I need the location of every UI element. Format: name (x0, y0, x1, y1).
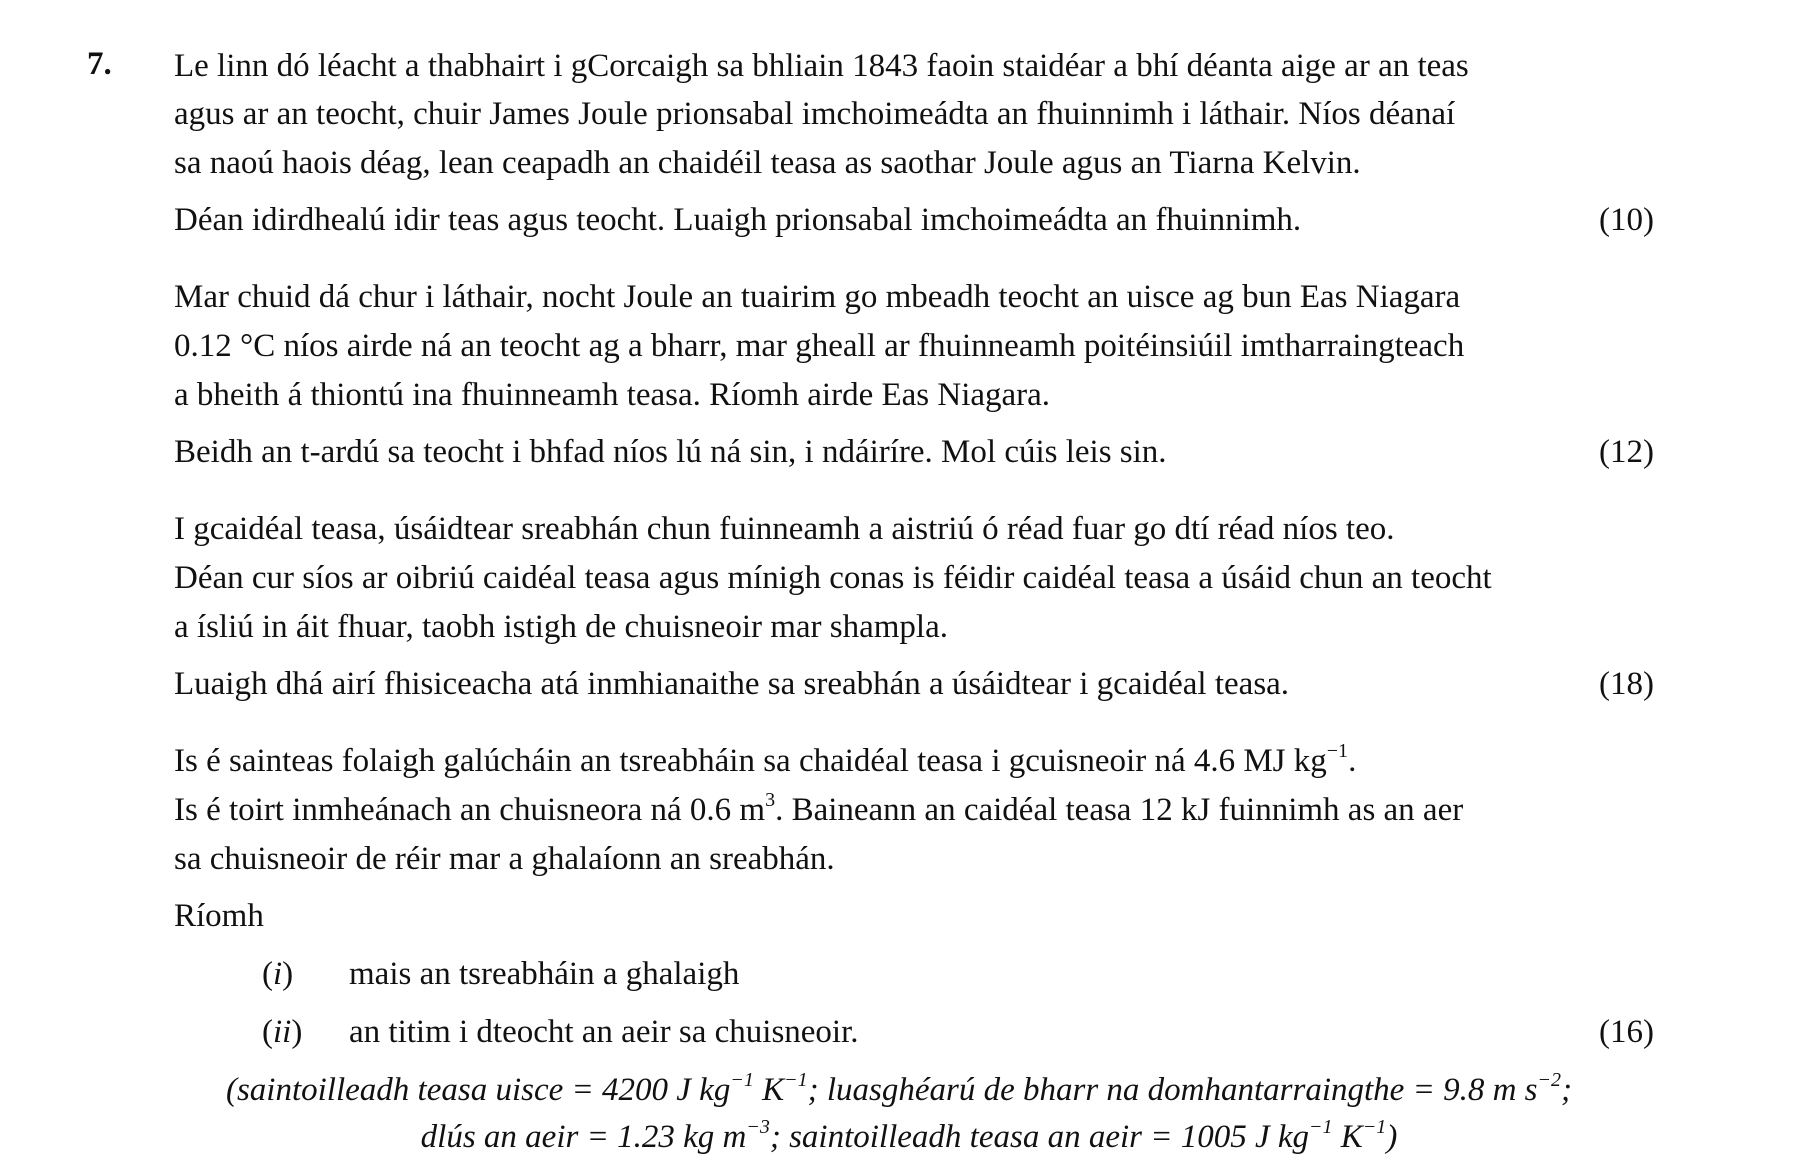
part-b-line-2: 0.12 °C níos airde ná an teocht ag a bharr, mar gheall ar fhuinneamh poitéinsiúil imtharraingteach (174, 328, 1465, 364)
part-c-line-4: Luaigh dhá airí fhisiceacha atá inmhianaithe sa sreabhán a úsáidtear i gcaidéal teasa. (174, 666, 1290, 702)
subpart-i-label: (i) (262, 956, 294, 992)
part-b-marks: (12) (1599, 434, 1654, 470)
question-number: 7. (87, 46, 112, 82)
constants-line-1: (saintoilleadh teasa uisce = 4200 J $kg^{-1}$ $K^{-1}$; luasghéarú de bharr na domhantarraingthe = 9.8 m $s^{-2}$; (225, 1069, 1573, 1108)
subpart-i-text: mais an tsreabháin a ghalaigh (349, 956, 740, 992)
part-d-marks: (16) (1599, 1014, 1654, 1050)
part-b-line-4: Beidh an t-ardú sa teocht i bhfad níos lú ná sin, i ndáiríre. Mol cúis leis sin. (174, 434, 1167, 470)
part-a-line-3: sa naoú haois déag, lean ceapadh an chaidéil teasa as saothar Joule agus an Tiarna Kelvin. (174, 145, 1361, 181)
part-c-line-1: I gcaidéal teasa, úsáidtear sreabhán chun fuinneamh a aistriú ó réad fuar go dtí réad níos teo. (174, 511, 1395, 547)
part-a-marks: (10) (1599, 202, 1654, 238)
part-c-line-3: a ísliú in áit fhuar, taobh istigh de chuisneoir mar shampla. (174, 609, 949, 645)
constants-line-2: dlús an aeir = 1.23 kg $m^{-3}$; saintoilleadh teasa an aeir = 1005 J $kg^{-1}$ $K^{-1}$) (420, 1116, 1398, 1155)
part-a-line-4: Déan idirdhealú idir teas agus teocht. Luaigh prionsabal imchoimeádta an fhuinnimh. (174, 202, 1302, 238)
part-b-line-3: a bheith á thiontú ina fhuinneamh teasa. Ríomh airde Eas Niagara. (174, 377, 1051, 413)
part-d-line-1: Is é sainteas folaigh galúcháin an tsreabháin sa chaidéal teasa i gcuisneoir ná 4.6 MJ $kg^{-1}$. (174, 740, 1357, 779)
part-d-line-3: sa chuisneoir de réir mar a ghalaíonn an sreabhán. (174, 841, 835, 877)
calc-label: Ríomh (174, 898, 264, 934)
part-c-marks: (18) (1599, 666, 1654, 702)
part-c-line-2: Déan cur síos ar oibriú caidéal teasa agus mínigh conas is féidir caidéal teasa a úsáid chun an teocht (174, 560, 1492, 596)
part-b-line-1: Mar chuid dá chur i láthair, nocht Joule an tuairim go mbeadh teocht an uisce ag bun Eas Niagara (174, 279, 1461, 315)
part-a-line-2: agus ar an teocht, chuir James Joule prionsabal imchoimeádta an fhuinnimh i láthair. Níos déanaí (174, 96, 1456, 132)
subpart-ii-label: (ii) (262, 1014, 303, 1050)
part-a-line-1: Le linn dó léacht a thabhairt i gCorcaigh sa bhliain 1843 faoin staidéar a bhí déanta aige ar an teas (174, 48, 1469, 84)
subpart-ii-text: an titim i dteocht an aeir sa chuisneoir. (349, 1014, 859, 1050)
part-d-line-2: Is é toirt inmheánach an chuisneora ná 0.6 $m^3$. Baineann an caidéal teasa 12 kJ fuinnimh as an aer (174, 789, 1464, 828)
